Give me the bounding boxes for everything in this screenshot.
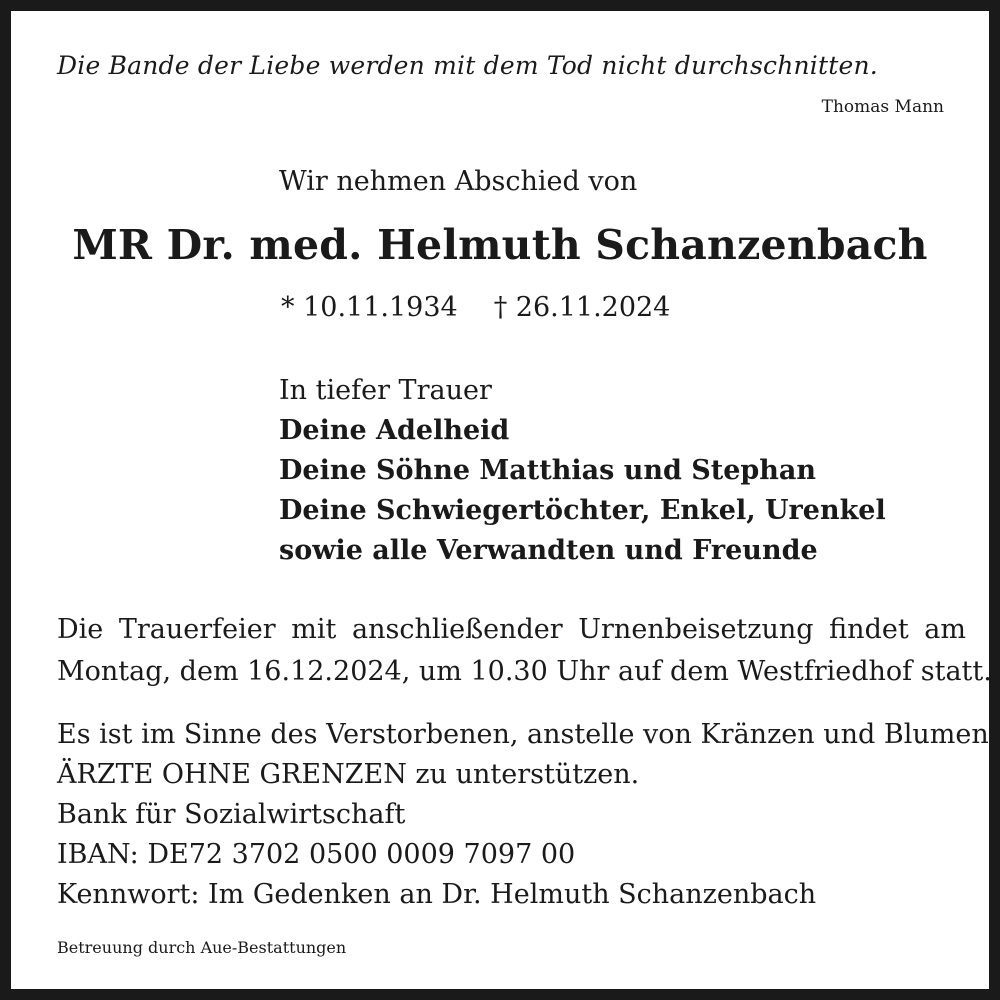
deceased-name: MR Dr. med. Helmuth Schanzenbach — [72, 221, 928, 269]
donation-line: ÄRZTE OHNE GRENZEN zu unterstützen. — [57, 759, 640, 790]
mourner-line: sowie alle Verwandten und Freunde — [279, 535, 818, 566]
mourner-line: Deine Adelheid — [279, 415, 510, 446]
quote-text: Die Bande der Liebe werden mit dem Tod nicht durchschnitten. — [57, 51, 878, 80]
ceremony-line: Montag, dem 16.12.2024, um 10.30 Uhr auf dem Westfriedhof statt. — [57, 656, 992, 687]
donation-info — [57, 715, 997, 915]
farewell-intro: Wir nehmen Abschied von — [279, 166, 638, 197]
ceremony-line: Die Trauerfeier mit anschließender Urnenbeisetzung findet am — [57, 614, 966, 645]
mourners-block — [279, 371, 886, 571]
reference-keyword: Kennwort: Im Gedenken an Dr. Helmuth Schanzenbach — [57, 879, 817, 910]
ceremony-info — [57, 609, 992, 693]
quote-author: Thomas Mann — [821, 97, 944, 117]
donation-line: Es ist im Sinne des Verstorbenen, anstelle von Kränzen und Blumen, — [57, 719, 998, 750]
undertaker-credit: Betreuung durch Aue-Bestattungen — [57, 938, 347, 957]
birth-date: * 10.11.1934 — [281, 292, 458, 323]
bank-name: Bank für Sozialwirtschaft — [57, 799, 406, 830]
death-date: † 26.11.2024 — [493, 292, 671, 323]
life-dates — [281, 292, 670, 323]
iban: IBAN: DE72 3702 0500 0009 7097 00 — [57, 839, 576, 870]
mourner-line: Deine Schwiegertöchter, Enkel, Urenkel — [279, 495, 886, 526]
mourning-heading: In tiefer Trauer — [279, 375, 492, 406]
mourner-line: Deine Söhne Matthias und Stephan — [279, 455, 817, 486]
